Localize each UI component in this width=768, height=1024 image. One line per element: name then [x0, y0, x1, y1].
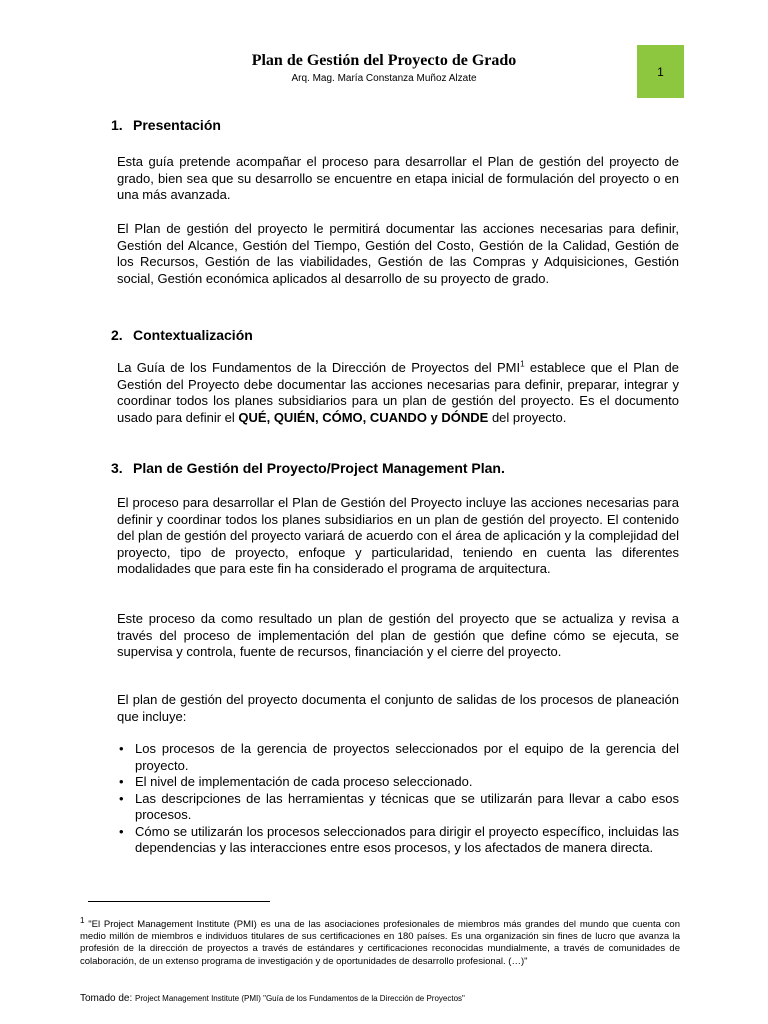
footnote-separator [88, 901, 270, 902]
section-3-paragraph-2: Este proceso da como resultado un plan de gestión del proyecto que se actualiza y revisa a través del proceso de implementación del plan de gestión que define cómo se ejecuta, se supervisa y controla, fuente de recursos, financiación y el cierre del proyecto. [117, 611, 679, 659]
section-2-bold-text: QUÉ, QUIÉN, CÓMO, CUANDO y DÓNDE [238, 409, 489, 425]
section-1-number: 1. [111, 117, 123, 133]
section-2-heading [111, 327, 253, 343]
section-3-paragraph-3: El plan de gestión del proyecto documenta el conjunto de salidas de los procesos de planeación que incluye: [117, 692, 679, 724]
document-title: Plan de Gestión del Proyecto de Grado [251, 52, 517, 69]
footnote-text: "El Project Management Institute (PMI) es una de las asociaciones profesionales de miembros más grandes del mundo que cuenta con medio millón de miembros e individuos titulares de sus certificaciones en 180 países. Es una organización sin fines de lucro que avanza la profesión de la dirección de proyectos a través de estándares y certificaciones reconocidas mundialmente, a través de comunidades de colaboración, de un extenso programa de investigación y de oportunidades de desarrollo profesional. (…)" [80, 919, 680, 967]
section-2-number: 2. [111, 327, 123, 343]
list-item-text: Los procesos de la gerencia de proyectos seleccionados por el equipo de la gerencia del proyecto. [135, 741, 679, 773]
footnote [80, 915, 680, 968]
bullet-icon: • [119, 774, 124, 789]
source-text: Project Management Institute (PMI) "Guía de los Fundamentos de la Dirección de Proyectos" [135, 994, 465, 1003]
section-3-heading [111, 460, 505, 476]
source-label: Tomado de: [80, 993, 133, 1004]
section-3-title: Plan de Gestión del Proyecto/Project Management Plan. [133, 460, 505, 476]
section-2-title: Contextualización [133, 327, 253, 343]
planning-outputs-list [117, 741, 679, 857]
section-1-heading [111, 117, 221, 133]
section-3-number: 3. [111, 460, 123, 476]
section-3-paragraph-1: El proceso para desarrollar el Plan de Gestión del Proyecto incluye las acciones necesarias para definir y coordinar todos los planes subsidiarios en un plan de gestión del proyecto. El contenido del plan de gestión del proyecto variará de acuerdo con el área de aplicación y la complejidad del proyecto, tipo de proyecto, enfoque y particularidad, teniendo en cuenta las diferentes modalidades que para este fin ha considerado el programa de arquitectura. [117, 495, 679, 576]
section-2-text-b: establece que el Plan de Gestión del Proyecto debe documentar las acciones necesarias para definir, preparar, integrar y coordinar todos los planes subsidiarios para un plan de gestión del proyecto. Es el documento usado para definir el [117, 360, 679, 425]
footnote-source [80, 993, 465, 1004]
list-item [117, 791, 679, 824]
footnote-reference: 1 [520, 359, 525, 369]
section-2-text-c: del proyecto. [488, 409, 567, 425]
list-item-text: Las descripciones de las herramientas y técnicas que se utilizarán para llevar a cabo esos procesos. [135, 790, 679, 822]
section-2-paragraph-1 [117, 360, 679, 426]
section-1-paragraph-2: El Plan de gestión del proyecto le permitirá documentar las acciones necesarias para definir, Gestión del Alcance, Gestión del Tiempo, Gestión del Costo, Gestión de la Calidad, Gestión de los Recursos, Gestión de las viabilidades, Gestión de las Compras y Adquisiciones, Gestión social, Gestión económica aplicados al desarrollo de su proyecto de grado. [117, 221, 679, 286]
list-item [117, 741, 679, 774]
list-item [117, 774, 679, 791]
section-1-paragraph-1: Esta guía pretende acompañar el proceso para desarrollar el Plan de gestión del proyecto de grado, bien sea que su desarrollo se encuentre en etapa inicial de formulación del proyecto o en una más avanzada. [117, 154, 679, 202]
list-item-text: El nivel de implementación de cada proceso seleccionado. [135, 774, 473, 789]
page-number-badge [637, 45, 684, 98]
bullet-icon: • [119, 790, 124, 806]
document-author: Arq. Mag. María Constanza Muñoz Alzate [291, 73, 477, 84]
bullet-icon: • [119, 741, 124, 756]
list-item [117, 824, 679, 857]
list-item-text: Cómo se utilizarán los procesos seleccionados para dirigir el proyecto específico, incluidas las dependencias y las interacciones entre esos procesos, y los afectados de manera directa. [135, 823, 679, 855]
page-number: 1 [657, 64, 664, 79]
section-1-title: Presentación [133, 117, 221, 133]
section-2-text-a: La Guía de los Fundamentos de la Dirección de Proyectos del PMI [117, 360, 521, 375]
bullet-icon: • [119, 823, 124, 839]
footnote-marker: 1 [80, 915, 85, 925]
